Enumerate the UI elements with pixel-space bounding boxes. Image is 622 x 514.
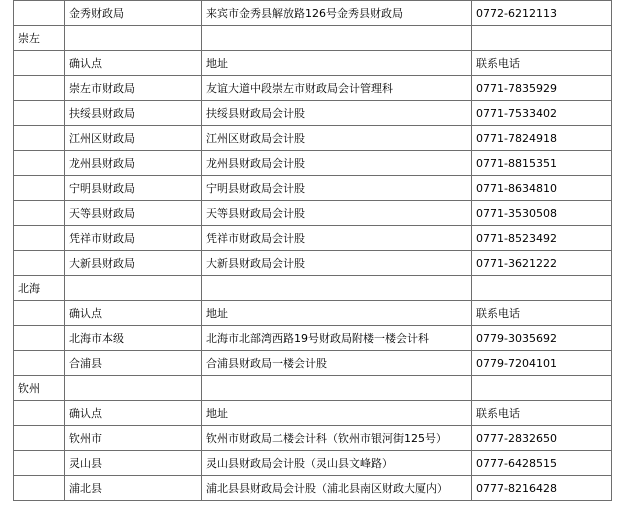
phone-cell: 0771-8634810 bbox=[472, 176, 612, 201]
address-cell: 宁明县财政局会计股 bbox=[202, 176, 472, 201]
table-row bbox=[14, 426, 612, 451]
empty-cell bbox=[65, 276, 202, 301]
header-row bbox=[14, 301, 612, 326]
region-cell bbox=[14, 51, 65, 76]
region-cell bbox=[14, 1, 65, 26]
region-name-cell: 钦州 bbox=[14, 376, 65, 401]
point-header: 确认点 bbox=[65, 51, 202, 76]
phone-header: 联系电话 bbox=[472, 401, 612, 426]
address-cell: 龙州县财政局会计股 bbox=[202, 151, 472, 176]
phone-cell: 0771-3621222 bbox=[472, 251, 612, 276]
address-cell: 钦州市财政局二楼会计科（钦州市银河街125号） bbox=[202, 426, 472, 451]
region-cell bbox=[14, 351, 65, 376]
region-cell bbox=[14, 76, 65, 101]
empty-cell bbox=[202, 26, 472, 51]
table-row bbox=[14, 326, 612, 351]
phone-cell: 0771-3530508 bbox=[472, 201, 612, 226]
point-cell: 扶绥县财政局 bbox=[65, 101, 202, 126]
region-cell bbox=[14, 176, 65, 201]
address-cell: 天等县财政局会计股 bbox=[202, 201, 472, 226]
region-cell bbox=[14, 476, 65, 501]
region-cell bbox=[14, 451, 65, 476]
region-row bbox=[14, 276, 612, 301]
point-cell: 崇左市财政局 bbox=[65, 76, 202, 101]
phone-cell: 0777-6428515 bbox=[472, 451, 612, 476]
address-header: 地址 bbox=[202, 401, 472, 426]
phone-cell: 0779-7204101 bbox=[472, 351, 612, 376]
address-cell: 灵山县财政局会计股（灵山县文峰路） bbox=[202, 451, 472, 476]
phone-cell: 0771-7835929 bbox=[472, 76, 612, 101]
empty-cell bbox=[472, 276, 612, 301]
phone-cell: 0777-2832650 bbox=[472, 426, 612, 451]
region-cell bbox=[14, 101, 65, 126]
address-cell: 扶绥县财政局会计股 bbox=[202, 101, 472, 126]
region-cell bbox=[14, 401, 65, 426]
address-cell: 江州区财政局会计股 bbox=[202, 126, 472, 151]
phone-cell: 0771-7533402 bbox=[472, 101, 612, 126]
empty-cell bbox=[472, 26, 612, 51]
point-cell: 合浦县 bbox=[65, 351, 202, 376]
phone-header: 联系电话 bbox=[472, 51, 612, 76]
point-header: 确认点 bbox=[65, 301, 202, 326]
point-cell: 宁明县财政局 bbox=[65, 176, 202, 201]
phone-cell: 0772-6212113 bbox=[472, 1, 612, 26]
table-row bbox=[14, 351, 612, 376]
point-cell: 江州区财政局 bbox=[65, 126, 202, 151]
address-cell: 合浦县财政局一楼会计股 bbox=[202, 351, 472, 376]
table-wrapper bbox=[13, 0, 612, 501]
header-row bbox=[14, 51, 612, 76]
table-row bbox=[14, 251, 612, 276]
empty-cell bbox=[202, 276, 472, 301]
point-cell: 灵山县 bbox=[65, 451, 202, 476]
address-cell: 北海市北部湾西路19号财政局附楼一楼会计科 bbox=[202, 326, 472, 351]
empty-cell bbox=[202, 376, 472, 401]
region-cell bbox=[14, 326, 65, 351]
table-row bbox=[14, 226, 612, 251]
address-cell: 浦北县县财政局会计股（浦北县南区财政大厦内） bbox=[202, 476, 472, 501]
table-row bbox=[14, 1, 612, 26]
region-name-cell: 崇左 bbox=[14, 26, 65, 51]
address-cell: 友谊大道中段崇左市财政局会计管理科 bbox=[202, 76, 472, 101]
confirmation-points-table bbox=[13, 0, 612, 501]
table-row bbox=[14, 126, 612, 151]
region-cell bbox=[14, 426, 65, 451]
point-cell: 龙州县财政局 bbox=[65, 151, 202, 176]
phone-cell: 0779-3035692 bbox=[472, 326, 612, 351]
empty-cell bbox=[65, 26, 202, 51]
empty-cell bbox=[65, 376, 202, 401]
phone-cell: 0771-8523492 bbox=[472, 226, 612, 251]
header-row bbox=[14, 401, 612, 426]
phone-cell: 0771-8815351 bbox=[472, 151, 612, 176]
point-header: 确认点 bbox=[65, 401, 202, 426]
phone-cell: 0777-8216428 bbox=[472, 476, 612, 501]
region-row bbox=[14, 376, 612, 401]
address-header: 地址 bbox=[202, 301, 472, 326]
table-row bbox=[14, 76, 612, 101]
address-cell: 大新县财政局会计股 bbox=[202, 251, 472, 276]
point-cell: 大新县财政局 bbox=[65, 251, 202, 276]
table-row bbox=[14, 451, 612, 476]
point-cell: 凭祥市财政局 bbox=[65, 226, 202, 251]
point-cell: 钦州市 bbox=[65, 426, 202, 451]
region-row bbox=[14, 26, 612, 51]
address-cell: 来宾市金秀县解放路126号金秀县财政局 bbox=[202, 1, 472, 26]
region-name-cell: 北海 bbox=[14, 276, 65, 301]
table-row bbox=[14, 476, 612, 501]
point-cell: 浦北县 bbox=[65, 476, 202, 501]
point-cell: 北海市本级 bbox=[65, 326, 202, 351]
table-row bbox=[14, 151, 612, 176]
address-header: 地址 bbox=[202, 51, 472, 76]
region-cell bbox=[14, 226, 65, 251]
region-cell bbox=[14, 251, 65, 276]
table-row bbox=[14, 101, 612, 126]
address-cell: 凭祥市财政局会计股 bbox=[202, 226, 472, 251]
empty-cell bbox=[472, 376, 612, 401]
point-cell: 天等县财政局 bbox=[65, 201, 202, 226]
region-cell bbox=[14, 126, 65, 151]
phone-header: 联系电话 bbox=[472, 301, 612, 326]
region-cell bbox=[14, 301, 65, 326]
table-row bbox=[14, 201, 612, 226]
phone-cell: 0771-7824918 bbox=[472, 126, 612, 151]
region-cell bbox=[14, 201, 65, 226]
table-row bbox=[14, 176, 612, 201]
region-cell bbox=[14, 151, 65, 176]
point-cell: 金秀财政局 bbox=[65, 1, 202, 26]
